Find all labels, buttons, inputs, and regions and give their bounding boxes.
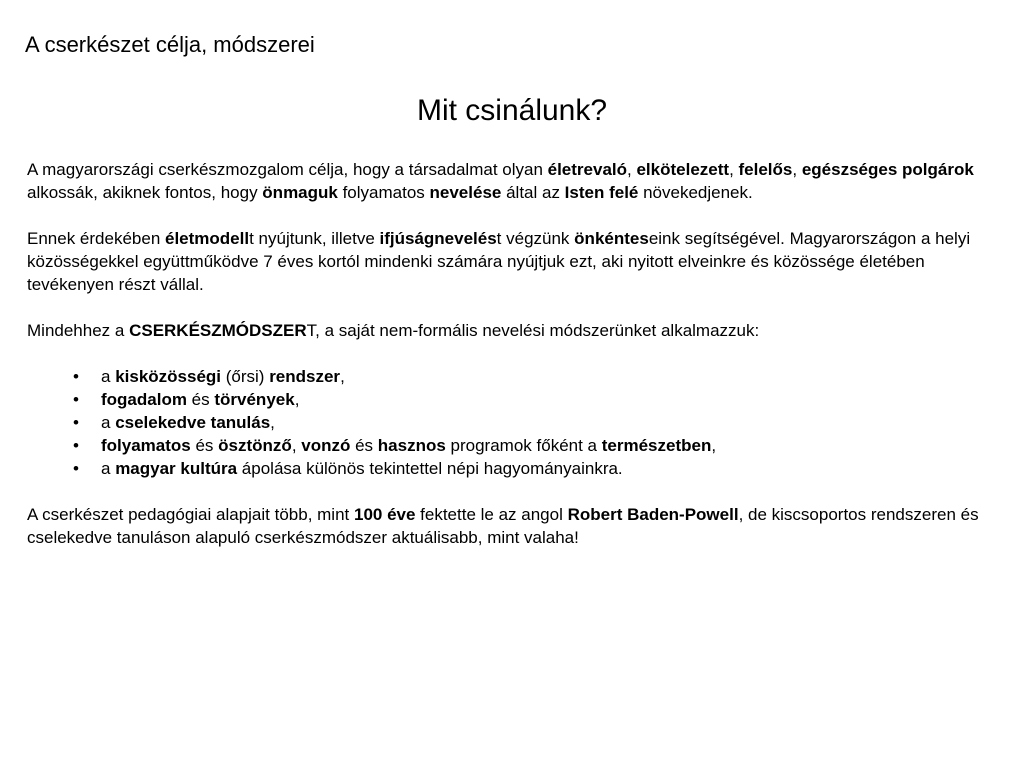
text-run: fektette le az angol <box>415 505 568 524</box>
slide-header: A cserkészet célja, módszerei <box>25 32 315 57</box>
text-run: , <box>627 160 637 179</box>
text-run: és <box>186 390 215 409</box>
bold-text: elkötelezett <box>636 160 730 179</box>
list-item <box>27 365 997 388</box>
bullet-icon: • <box>73 436 79 455</box>
bullet-icon: • <box>73 390 79 409</box>
bold-text: CSERKÉSZMÓDSZER <box>129 321 307 340</box>
text-run: , de kiscsoportos rendszeren és cselekedve tanuláson alapuló cserkészmódszer aktuálisabb, mint valaha! <box>27 505 979 547</box>
bold-text: ifjúságnevelés <box>379 229 497 248</box>
text-run: ápolása különös tekintettel népi hagyományainkra. <box>237 459 623 478</box>
bold-text: vonzó <box>301 436 351 455</box>
paragraph-history <box>27 503 997 549</box>
list-item <box>27 434 997 457</box>
method-bullet-list <box>27 365 997 480</box>
text-run: a <box>101 367 116 386</box>
bold-text: folyamatos <box>101 436 191 455</box>
text-run: programok főként a <box>445 436 602 455</box>
slide-content <box>27 158 997 572</box>
bold-text: Robert Baden-Powell <box>567 505 739 524</box>
text-run: által az <box>501 183 565 202</box>
text-run: , <box>792 160 802 179</box>
bold-text: 100 éve <box>353 505 416 524</box>
text-run: , <box>294 390 300 409</box>
slide-title: Mit csinálunk? <box>416 94 608 127</box>
bold-text: felelős <box>738 160 793 179</box>
paragraph-goal <box>27 158 997 204</box>
text-run: a <box>101 459 116 478</box>
bold-text: természetben <box>601 436 712 455</box>
bold-text: életrevaló <box>547 160 628 179</box>
bold-text: Isten felé <box>564 183 639 202</box>
text-run: Mindehhez a <box>27 321 130 340</box>
bold-text: nevelése <box>429 183 502 202</box>
bold-text: törvények <box>214 390 295 409</box>
bold-text: magyar kultúra <box>115 459 238 478</box>
text-run: és <box>350 436 378 455</box>
list-item <box>27 457 997 480</box>
text-run: T, a saját nem-formális nevelési módszerünket alkalmazzuk: <box>306 321 760 340</box>
text-run: alkossák, akiknek fontos, hogy <box>27 183 263 202</box>
bold-text: egészséges polgárok <box>801 160 974 179</box>
bullet-icon: • <box>73 367 79 386</box>
paragraph-means <box>27 227 997 296</box>
bold-text: ösztönző <box>218 436 292 455</box>
text-run: , <box>270 413 275 432</box>
text-run: , <box>291 436 302 455</box>
bold-text: fogadalom <box>101 390 187 409</box>
paragraph-method <box>27 319 997 342</box>
text-run: , <box>711 436 717 455</box>
bold-text: hasznos <box>377 436 446 455</box>
list-item <box>27 411 997 434</box>
list-item <box>27 388 997 411</box>
text-run: Ennek érdekében <box>27 229 165 248</box>
text-run: t végzünk <box>496 229 575 248</box>
text-run: , <box>340 367 345 386</box>
bold-text: életmodell <box>165 229 250 248</box>
text-run: növekedjenek. <box>638 183 753 202</box>
bullet-icon: • <box>73 459 79 478</box>
bold-text: önmaguk <box>262 183 338 202</box>
text-run: t nyújtunk, illetve <box>249 229 380 248</box>
text-run: a <box>101 413 116 432</box>
text-run: eink segítségével. Magyarországon a helyi közösségekkel együttműködve 7 éves kortól mindenki számára nyújtjuk ezt, aki nyitott elveinkre és közössége életében tevékenyen részt vállal. <box>27 229 971 294</box>
text-run: és <box>190 436 219 455</box>
bold-text: rendszer <box>269 367 341 386</box>
bold-text: cselekedve tanulás <box>115 413 271 432</box>
text-run: A cserkészet pedagógiai alapjait több, mint <box>27 505 354 524</box>
text-run: , <box>729 160 739 179</box>
bullet-icon: • <box>73 413 79 432</box>
text-run: (őrsi) <box>221 367 270 386</box>
text-run: folyamatos <box>337 183 430 202</box>
text-run: A magyarországi cserkészmozgalom célja, hogy a társadalmat olyan <box>27 160 548 179</box>
bold-text: önkéntes <box>574 229 649 248</box>
bold-text: kisközösségi <box>115 367 222 386</box>
